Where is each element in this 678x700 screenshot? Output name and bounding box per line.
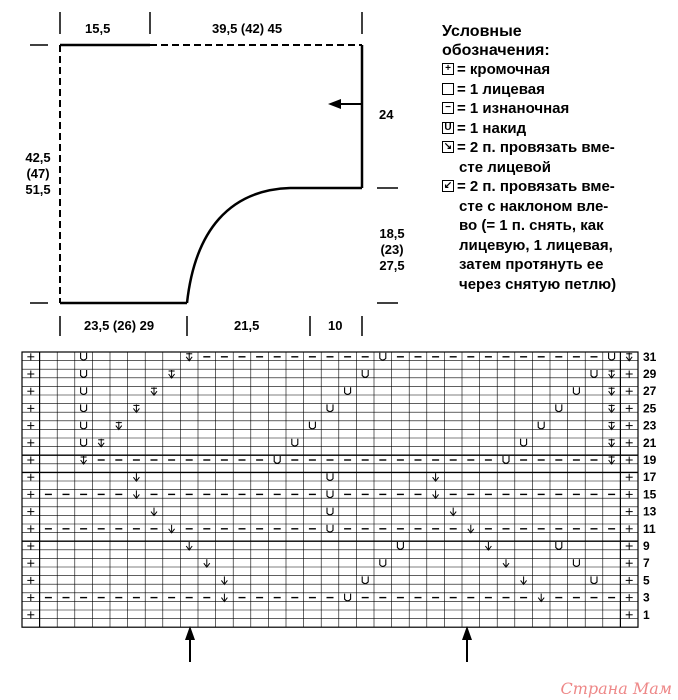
row-number: 31 — [643, 349, 657, 364]
ssk-icon — [609, 370, 615, 378]
legend-text: лицевую, 1 лицевая, — [459, 236, 613, 254]
yarn-over-icon — [521, 439, 527, 446]
legend-item — [442, 275, 674, 295]
yarn-over-icon — [591, 370, 597, 377]
row-number: 27 — [643, 384, 657, 399]
k2tog-icon — [169, 525, 175, 533]
edge-stitch-icon — [626, 525, 633, 532]
legend-text: через снятую петлю) — [459, 275, 617, 293]
yarn-over-icon — [609, 353, 615, 360]
legend-text: = 2 п. провязать вме- — [457, 139, 615, 156]
yarn-over-icon — [327, 404, 333, 411]
edge-stitch-icon — [626, 543, 633, 550]
dim-left: 42,5 (47) 51,5 — [25, 150, 51, 197]
row-number: 9 — [643, 539, 650, 553]
row-number: 25 — [643, 401, 657, 416]
yarn-over-icon — [345, 387, 351, 394]
legend-text: сте лицевой — [459, 158, 551, 176]
edge-stitch-icon — [626, 491, 633, 498]
ssk-icon — [609, 404, 615, 412]
schematic-outline — [60, 45, 362, 303]
edge-stitch-icon — [626, 474, 633, 481]
yarn-over-icon — [380, 559, 386, 566]
ssk-icon — [609, 387, 615, 395]
legend-symbol-icon: ↘ — [443, 141, 453, 152]
yarn-over-icon — [362, 576, 368, 583]
yarn-over-icon — [573, 559, 579, 566]
legend-item — [442, 119, 674, 139]
row-number: 29 — [643, 367, 657, 381]
row-number: 13 — [643, 504, 657, 519]
edge-stitch-icon — [27, 457, 34, 464]
edge-stitch-icon — [27, 577, 34, 584]
row-number: 17 — [643, 470, 657, 485]
edge-stitch-icon — [626, 457, 633, 464]
yarn-over-icon — [573, 387, 579, 394]
yarn-over-icon — [380, 353, 386, 360]
yarn-over-icon — [81, 353, 87, 360]
edge-stitch-icon — [626, 388, 633, 395]
k2tog-icon — [433, 473, 439, 481]
legend-symbol-icon: + — [442, 63, 454, 75]
edge-stitch-icon — [626, 439, 633, 446]
yarn-over-icon — [81, 422, 87, 429]
row-number: 5 — [643, 573, 650, 588]
k2tog-icon — [151, 508, 157, 516]
legend-text: = 1 лицевая — [457, 80, 545, 98]
legend-symbol-icon: ↙ — [443, 180, 453, 191]
ssk-icon — [116, 422, 122, 430]
edge-stitch-icon — [626, 594, 633, 601]
edge-stitch-icon — [27, 525, 34, 532]
edge-stitch-icon — [626, 405, 633, 412]
row-number: 21 — [643, 435, 657, 450]
edge-stitch-icon — [27, 508, 34, 515]
yarn-over-icon — [397, 542, 403, 549]
edge-stitch-icon — [27, 560, 34, 567]
legend-item — [442, 255, 674, 275]
yarn-over-icon — [591, 576, 597, 583]
edge-stitch-icon — [626, 577, 633, 584]
ssk-icon — [186, 353, 192, 361]
yarn-over-icon — [274, 456, 280, 463]
yarn-over-icon — [345, 594, 351, 601]
ssk-icon — [133, 404, 139, 412]
row-number: 15 — [643, 487, 657, 502]
row-number: 7 — [643, 556, 650, 571]
legend-text: во (= 1 п. снять, как — [459, 217, 604, 234]
edge-stitch-icon — [27, 594, 34, 601]
legend-text: сте с наклоном вле- — [459, 197, 609, 215]
k2tog-icon — [521, 576, 527, 584]
edge-stitch-icon — [626, 560, 633, 567]
edge-stitch-icon — [27, 439, 34, 446]
k2tog-icon — [204, 559, 210, 567]
k2tog-icon — [503, 559, 509, 567]
ssk-icon — [98, 439, 104, 447]
dim-bottom-left: 23,5 (26) 29 — [84, 318, 155, 333]
ssk-icon — [169, 370, 175, 378]
k2tog-icon — [485, 542, 491, 550]
yarn-over-icon — [327, 473, 333, 480]
legend-text: = кромочная — [457, 61, 551, 78]
dimension-ticks — [30, 12, 398, 336]
yarn-over-icon — [327, 490, 333, 497]
dim-right-top: 24 — [379, 107, 394, 122]
yarn-over-icon — [538, 422, 544, 429]
dim-right-bottom: 18,5 (23) 27,5 — [379, 226, 405, 273]
ssk-icon — [609, 439, 615, 447]
legend-item — [442, 216, 674, 236]
yarn-over-icon — [309, 422, 315, 429]
yarn-over-icon — [81, 387, 87, 394]
ssk-icon — [609, 456, 615, 464]
row-number: 23 — [643, 418, 657, 433]
k2tog-icon — [133, 490, 139, 498]
edge-stitch-icon — [27, 611, 34, 618]
legend-text: = 1 накид — [457, 119, 527, 137]
row-number: 1 — [643, 607, 650, 622]
legend-text: = 2 п. провязать вме- — [457, 178, 615, 195]
k2tog-icon — [433, 490, 439, 498]
legend-item — [442, 177, 674, 197]
legend-title: Условные обозначения: — [442, 23, 550, 59]
edge-stitch-icon — [27, 422, 34, 429]
dim-bottom-mid: 21,5 — [234, 318, 260, 333]
edge-stitch-icon — [626, 508, 633, 515]
legend-text: = 1 изнаночная — [457, 100, 570, 117]
k2tog-icon — [221, 594, 227, 602]
yarn-over-icon — [81, 404, 87, 411]
k2tog-icon — [221, 576, 227, 584]
legend-item — [442, 99, 674, 119]
k2tog-icon — [450, 508, 456, 516]
yarn-over-icon — [556, 542, 562, 549]
edge-stitch-icon — [27, 388, 34, 395]
arrow-up-icon — [185, 626, 195, 662]
edge-stitch-icon — [27, 543, 34, 550]
legend-symbol-icon — [442, 83, 454, 95]
row-number: 19 — [643, 453, 657, 467]
yarn-over-icon — [292, 439, 298, 446]
legend-item — [442, 80, 674, 100]
edge-stitch-icon — [626, 611, 633, 618]
legend-item — [442, 60, 674, 80]
row-number: 11 — [643, 521, 656, 536]
dim-bottom-right: 10 — [328, 318, 343, 333]
legend-symbol-icon: − — [442, 102, 454, 114]
pattern-grid — [22, 350, 657, 627]
yarn-over-icon — [327, 525, 333, 532]
edge-stitch-icon — [27, 474, 34, 481]
legend-item — [442, 236, 674, 256]
k2tog-icon — [538, 594, 544, 602]
dim-top-left: 15,5 — [85, 21, 111, 36]
ssk-icon — [609, 422, 615, 430]
ssk-icon — [626, 353, 632, 361]
ssk-icon — [151, 387, 157, 395]
legend — [442, 22, 674, 294]
yarn-over-icon — [503, 456, 509, 463]
legend-text: затем протянуть ее — [459, 256, 604, 273]
legend-symbol-icon: U — [442, 122, 454, 134]
row-number: 3 — [643, 590, 650, 605]
k2tog-icon — [186, 542, 192, 550]
watermark: Страна Мам — [560, 679, 672, 698]
k2tog-icon — [133, 473, 139, 481]
yarn-over-icon — [81, 370, 87, 377]
edge-stitch-icon — [626, 371, 633, 378]
legend-item — [442, 197, 674, 217]
arrow-up-icon — [462, 626, 472, 662]
legend-item — [442, 158, 674, 178]
edge-stitch-icon — [27, 405, 34, 412]
edge-stitch-icon — [27, 491, 34, 498]
ssk-icon — [81, 456, 87, 464]
yarn-over-icon — [327, 508, 333, 515]
dim-top-right: 39,5 (42) 45 — [212, 21, 283, 36]
legend-item — [442, 138, 674, 158]
yarn-over-icon — [362, 370, 368, 377]
arrow-left-icon — [328, 99, 362, 109]
edge-stitch-icon — [27, 371, 34, 378]
edge-stitch-icon — [27, 353, 34, 360]
yarn-over-icon — [81, 439, 87, 446]
edge-stitch-icon — [626, 422, 633, 429]
k2tog-icon — [468, 525, 474, 533]
yarn-over-icon — [556, 404, 562, 411]
